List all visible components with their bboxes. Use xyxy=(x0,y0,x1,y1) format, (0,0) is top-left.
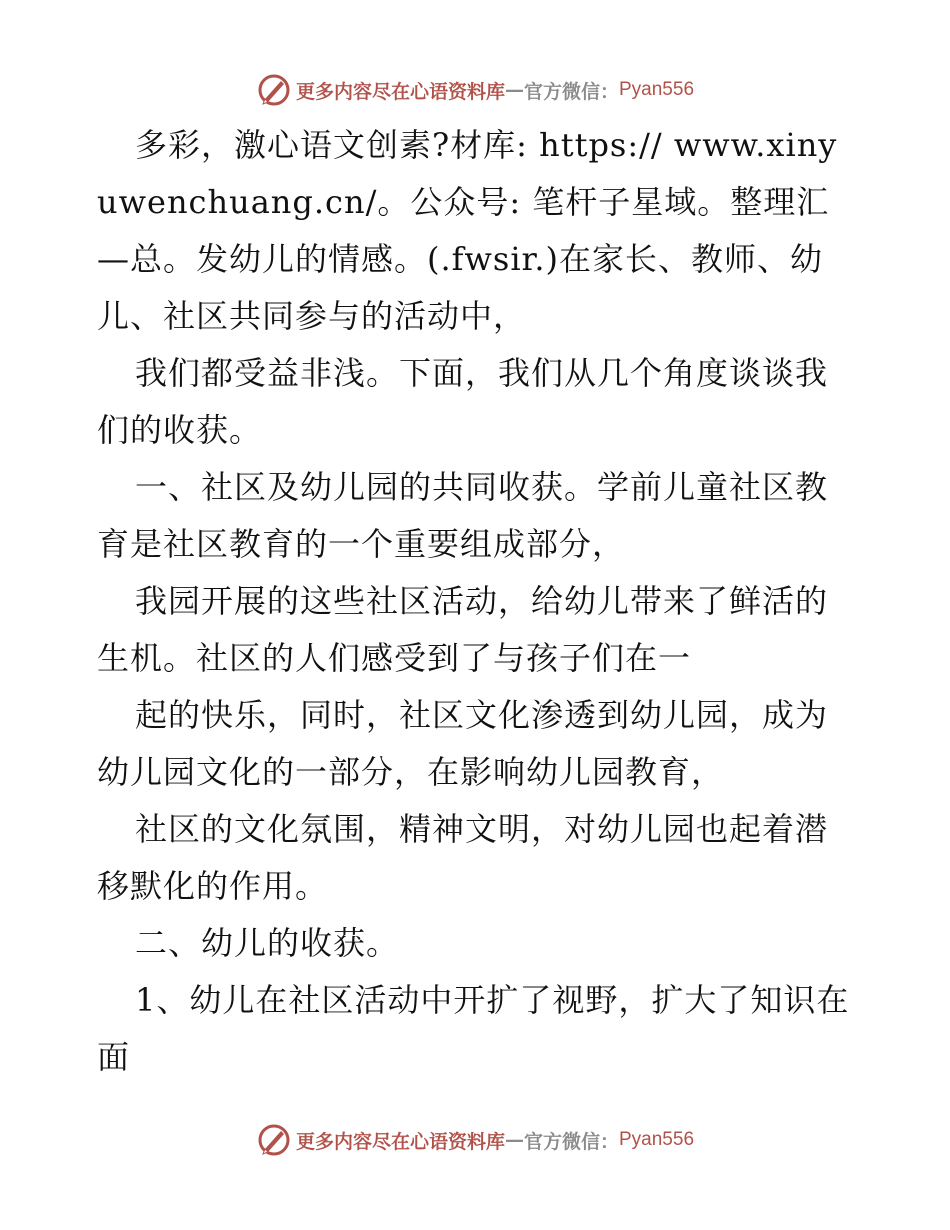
paragraph: 社区的文化氛围，精神文明，对幼儿园也起着潜移默化的作用。 xyxy=(97,810,829,905)
header-banner-wechat-label: 官方微信： xyxy=(523,80,619,103)
footer-banner-wechat-label: 官方微信： xyxy=(523,1130,619,1153)
document-body xyxy=(97,117,857,1086)
pen-logo-icon xyxy=(256,72,292,108)
pen-logo-icon xyxy=(256,1122,292,1158)
paragraph: 1、幼儿在社区活动中开扩了视野，扩大了知识在面 xyxy=(97,981,850,1076)
header-banner xyxy=(0,70,950,110)
footer-banner-title: 更多内容尽在心语资料库 xyxy=(295,1130,505,1153)
paragraph: 一、社区及幼儿园的共同收获。学前儿童社区教育是社区教育的一个重要组成部分， xyxy=(97,468,829,563)
paragraph: 我们都受益非浅。下面，我们从几个角度谈谈我们的收获。 xyxy=(97,354,829,449)
paragraph: 起的快乐，同时，社区文化渗透到幼儿园，成为幼儿园文化的一部分，在影响幼儿园教育， xyxy=(97,696,829,791)
paragraph: 二、幼儿的收获。 xyxy=(135,924,400,962)
paragraph: 我园开展的这些社区活动，给幼儿带来了鲜活的生机。社区的人们感受到了与孩子们在一 xyxy=(97,582,829,677)
footer-banner-wechat-id: Pyan556 xyxy=(619,1129,695,1150)
footer-banner xyxy=(0,1120,950,1160)
paragraph: 多彩，激心语文创素?材库: https:// www.xinyuwenchuang.cn/。公众号: 笔杆子星域。整理汇—总。发幼儿的情感。(.fwsir.)在家长、教师、幼儿、社区共同参与的活动中， xyxy=(97,126,838,335)
footer-banner-separator: — xyxy=(504,1129,524,1151)
header-banner-title: 更多内容尽在心语资料库 xyxy=(295,80,505,103)
header-banner-separator: — xyxy=(504,79,524,101)
header-banner-wechat-id: Pyan556 xyxy=(619,79,695,100)
